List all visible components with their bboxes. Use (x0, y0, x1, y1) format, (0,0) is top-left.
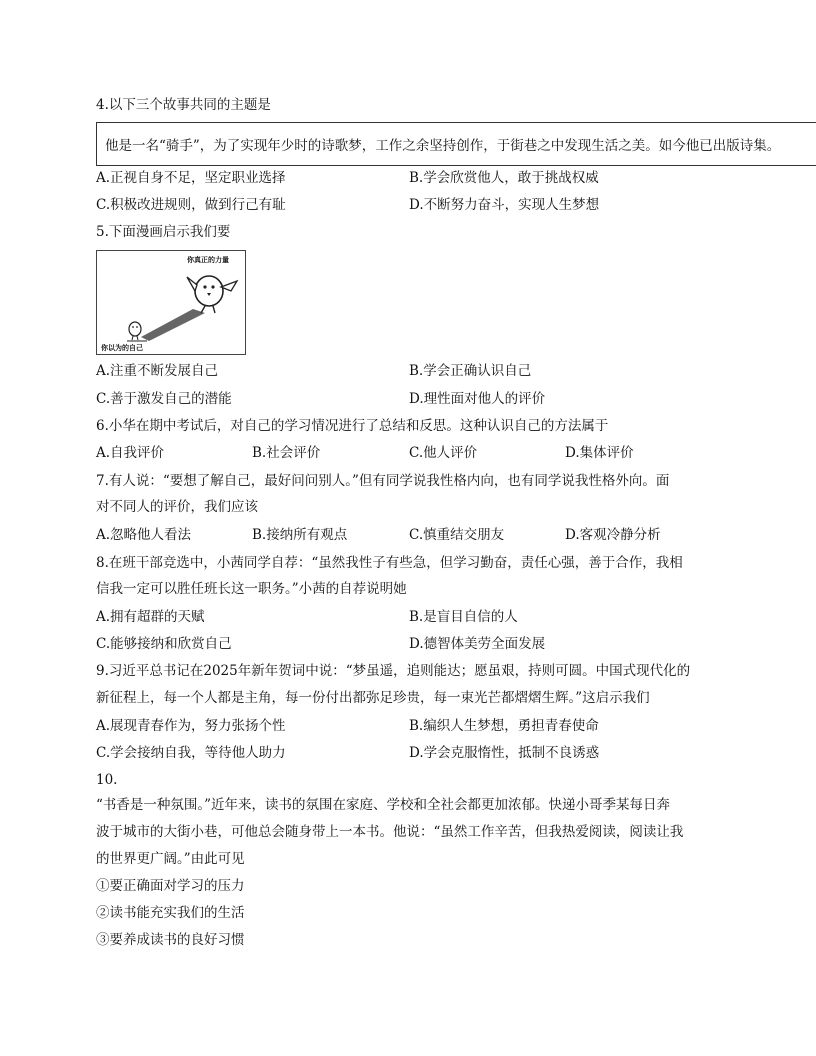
question-5-option-c: C.善于激发自己的潜能 (96, 391, 232, 407)
comic-illustration (97, 251, 245, 354)
question-9-option-a: A.展现青春作为，努力张扬个性 (96, 718, 286, 734)
comic-big-bird (195, 276, 223, 306)
question-8-option-a: A.拥有超群的天赋 (96, 609, 205, 625)
question-4-option-b: B.学会欣赏他人，敢于挑战权威 (409, 170, 599, 186)
question-5-option-b: B.学会正确认识自己 (409, 363, 532, 379)
comic-small-bird (129, 322, 141, 336)
comic-image (96, 250, 246, 355)
question-8-option-c: C.能够接纳和欣赏自己 (96, 636, 232, 652)
question-4-quote-text: 他是一名“骑手”，为了实现年少时的诗歌梦，工作之余坚持创作，于街巷之中发现生活之美。如今他已出版诗集。 (105, 138, 781, 154)
question-9-option-c: C.学会接纳自我，等待他人助力 (96, 745, 286, 761)
question-7-stem-line-2: 对不同人的评价，我们应该 (96, 499, 258, 515)
question-9-stem-line-2: 新征程上，每一个人都是主角，每一份付出都弥足珍贵，每一束光芒都熠熠生辉。”这启示我们 (96, 690, 650, 706)
question-6-option-c: C.他人评价 (409, 445, 478, 461)
comic-shadow (141, 309, 205, 341)
question-4-option-c: C.积极改进规则，做到行己有耻 (96, 197, 286, 213)
question-7-option-d: D.客观冷静分析 (565, 527, 661, 543)
question-10-item-2: ②读书能充实我们的生活 (96, 905, 245, 921)
question-9-option-b: B.编织人生梦想，勇担青春使命 (409, 718, 599, 734)
question-5-option-d: D.理性面对他人的评价 (409, 391, 546, 407)
question-10-number: 10. (96, 772, 118, 788)
question-8-stem-line-2: 信我一定可以胜任班长这一职务。”小茜的自荐说明她 (96, 581, 407, 597)
question-9-stem-line-1: 9.习近平总书记在2025年新年贺词中说：“梦虽遥，追则能达；愿虽艰，持则可圆。中国式现代化的 (96, 663, 691, 679)
question-6-option-b: B.社会评价 (252, 445, 321, 461)
question-6-option-d: D.集体评价 (565, 445, 634, 461)
question-10-stem-line-1: “书香是一种氛围。”近年来，读书的氛围在家庭、学校和全社会都更加浓郁。快递小哥季某每日奔 (96, 797, 671, 813)
question-10-stem-line-3: 的世界更广阔。”由此可见 (96, 851, 245, 867)
question-7-option-c: C.慎重结交朋友 (409, 527, 505, 543)
question-7-stem-line-1: 7.有人说：“要想了解自己，最好问问别人。”但有同学说我性格内向，也有同学说我性格外向。面 (96, 473, 670, 489)
question-6-option-a: A.自我评价 (96, 445, 165, 461)
comic-top-caption: 你真正的力量 (187, 256, 229, 264)
question-6-stem: 6.小华在期中考试后，对自己的学习情况进行了总结和反思。这种认识自己的方法属于 (96, 418, 609, 434)
question-8-stem-line-1: 8.在班干部竞选中，小茜同学自荐：“虽然我性子有些急，但学习勤奋，责任心强，善于合作，我相 (96, 555, 683, 571)
question-8-option-d: D.德智体美劳全面发展 (409, 636, 546, 652)
question-10-stem-line-2: 波于城市的大街小巷，可他总会随身带上一本书。他说：“虽然工作辛苦，但我热爱阅读，阅读让我 (96, 824, 684, 840)
question-10-item-3: ③要养成读书的良好习惯 (96, 932, 245, 948)
question-4-stem: 4.以下三个故事共同的主题是 (96, 97, 271, 113)
question-7-option-a: A.忽略他人看法 (96, 527, 192, 543)
question-5-option-a: A.注重不断发展自己 (96, 363, 219, 379)
question-8-option-b: B.是盲目自信的人 (409, 609, 518, 625)
comic-bottom-caption: 你以为的自己 (101, 344, 143, 352)
question-4-option-d: D.不断努力奋斗，实现人生梦想 (409, 197, 600, 213)
question-4-quote-box (96, 122, 816, 166)
question-5-stem: 5.下面漫画启示我们要 (96, 224, 231, 240)
question-9-option-d: D.学会克服惰性，抵制不良诱惑 (409, 745, 600, 761)
question-7-option-b: B.接纳所有观点 (252, 527, 348, 543)
question-10-item-1: ①要正确面对学习的压力 (96, 878, 245, 894)
question-4-option-a: A.正视自身不足，坚定职业选择 (96, 170, 286, 186)
